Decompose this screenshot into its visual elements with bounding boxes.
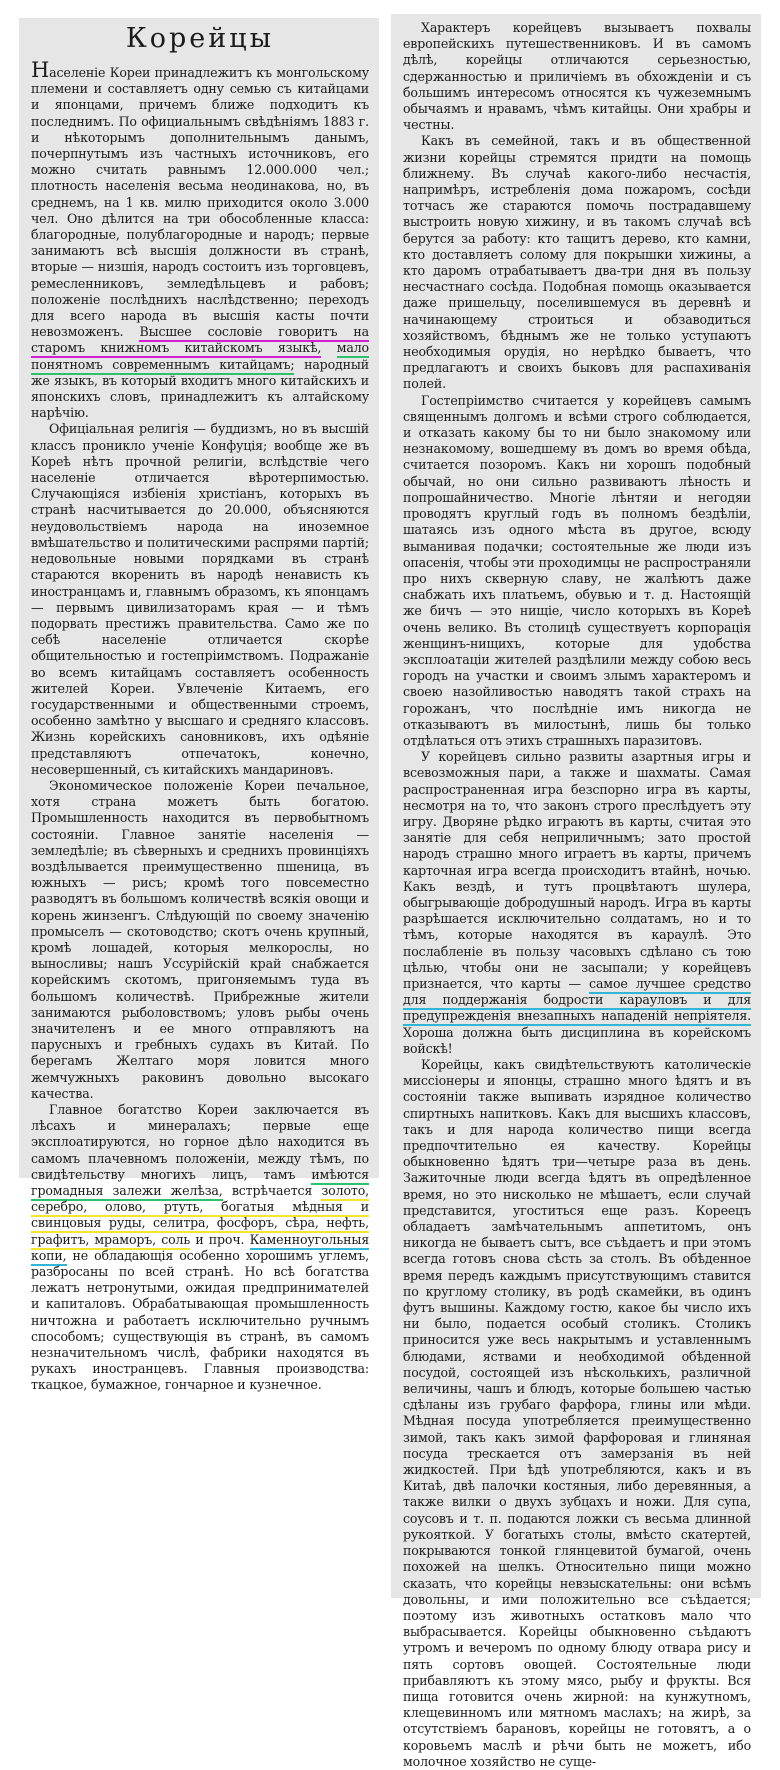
text-run: встрѣчается (231, 1183, 313, 1199)
left-column (19, 18, 379, 1393)
text-run: Главное богатство Кореи заключается въ лѣсахъ и минералахъ; первые еще эксплоатируются, но горное дѣло находится въ самомъ плачевномъ положеніи, между тѣмъ, по свидѣтельству многихъ лицъ, тамъ (31, 1102, 369, 1182)
article-title: Корейцы (125, 23, 275, 54)
highlight-magenta: Высшее сословіе говоритъ на старомъ книжномъ китайскомъ языкѣ, (31, 324, 369, 358)
text-run: и проч. (195, 1231, 245, 1247)
highlight-cyan: самое лучшее средство для поддержанія бодрости карауловъ и для предупрежденія внезапныхъ нападеній непріятеля. (403, 976, 751, 1026)
highlight-yellow: золото, серебро, олово, ртуть, богатыя мѣдныя и свинцовыя руды, селитра, фосфоръ, сѣра, нефть, графитъ, мраморъ, соль (31, 1183, 369, 1250)
paragraph: Корейцы, какъ свидѣтельствуютъ католическіе миссіонеры и японцы, страшно много ѣдятъ и въ состояніи также выпивать изрядное количество спиртныхъ напитковъ. Какъ для высшихъ классовъ, такъ и для народа количество пищи всегда предпочтительно ея качеству. Корейцы обыкновенно ѣдятъ три—четыре раза въ день. Зажиточные люди всегда ѣдятъ въ опредѣленное время, но это нисколько не мѣшаетъ, если случай представится, угоститься еще разъ. Кореецъ обладаетъ замѣчательнымъ аппетитомъ, онъ никогда не бываетъ сытъ, все съѣдаетъ и при этомъ всегда готовъ снова сѣсть за столъ. Въ обѣденное время передъ каждымъ присутствующимъ ставится по круглому столику, въ родѣ скамейки, въ одинъ футъ вышины. Каждому гостю, какое бы число ихъ ни было, подается особый столикъ. Столикъ приносится уже весь накрытымъ и уставленнымъ блюдами, яствами и необходимой обѣденной посудой, состоящей изъ нѣсколькихъ, различной величины, чашъ и блюдъ, которые большею частью сдѣланы изъ грубаго фарфора, глины или мѣди. Мѣдная посуда употребляется преимущественно зимой, такъ какъ зимой фарфоровая и глиняная посуда трескается отъ замерзанія въ ней жидкостей. При ѣдѣ употребляются, какъ и въ Китаѣ, двѣ палочки костяныя, либо деревянныя, а также вилки о двухъ зубцахъ и ножи. Для супа, соусовъ и т. п. подаются ложки съ весьма длинной рукояткой. У богатыхъ столы, вмѣсто скатертей, покрываются тонкой глянцевитой бумагой, очень похожей на шелкъ. Относительно пищи можно сказать, что корейцы невзыскательны: они всѣмъ довольны, и ими положительно все съѣдается; поэтому изъ животныхъ остатковъ мало что выбрасывается. Корейцы обыкновенно съѣдаютъ утромъ и вечеромъ по одному блюду отвара рису и пять сортовъ овощей. Состоятельные люди прибавляютъ къ этому мясо, рыбу и фрукты. Вся пища готовится очень жирной: на кунжутномъ, клещевинномъ или мятномъ маслахъ; на жирѣ, за отсутствіемъ барановъ, корейцы не готовятъ, а о коровьемъ маслѣ и рѣчи быть не можетъ, ибо молочное хозяйство не суще- (403, 1057, 751, 1769)
paragraph: Какъ въ семейной, такъ и въ общественной жизни корейцы стремятся придти на помощь ближнему. Въ случаѣ какого-либо несчастія, напримѣръ, истребленія дома пожаромъ, сосѣди тотчасъ же стараются помочь пострадавшему выстроить новую хижину, и въ такомъ случаѣ всѣ берутся за работу: кто тащитъ дерево, кто камни, кто доставляетъ солому для покрышки хижины, а кто даромъ отрабатываетъ два-три дня въ пользу несчастнаго сосѣда. Подобная помощь оказывается даже пришельцу, поселившемуся въ деревнѣ и начинающему строиться и обзаводиться хозяйствомъ, бѣднымъ же не только уступаютъ необходимыя орудія, но нерѣдко бываетъ, что предлагаютъ и своихъ быковъ для распахиванія полей. (403, 133, 751, 392)
paragraph (31, 58, 370, 421)
text-run: Хороша должна быть дисциплина въ корейскомъ войскѣ! (403, 1024, 751, 1056)
text-run: У корейцевъ сильно развиты азартныя игры и всевозможныя пари, а также и шахматы. Самая распространенная игра безспорно игра въ карты, несмотря на то, что законъ строго преслѣдуетъ эту игру. Дворяне рѣдко играютъ въ карты, считая это занятіе для себя неприличнымъ; зато простой народъ страшно много играетъ въ карты, причемъ карточная игра всегда происходитъ втайнѣ, ночью. Какъ вездѣ, и тутъ процвѣтаютъ шулера, обыгрывающіе добродушный народъ. Игра въ карты разрѣшается исключительно солдатамъ, но и то тѣмъ, которые находятся въ караулѣ. Это послабленіе въ пользу часовыхъ сдѣлано съ тою цѣлью, чтобы они не засыпали; у корейцевъ признается, что карты — (403, 749, 751, 991)
paragraph: Офиціальная религія — буддизмъ, но въ высшій классъ проникло ученіе Конфуція; вообще же въ Кореѣ нѣтъ прочной религіи, вслѣдствіе чего населеніе отличается вѣротерпимостью. Случающіяся избіенія христіанъ, которыхъ въ странѣ насчитывается до 20.000, объясняются неудовольствіемъ народа на иноземное вмѣшательство и политическими распрями партій; недовольные новыми порядками въ странѣ стараются вкоренить въ народѣ ненависть къ иностранцамъ и, главнымъ образомъ, къ японцамъ — первымъ цивилизаторамъ края — и тѣмъ подорвать престижъ правительства. Само же по себѣ населеніе отличается скорѣе общительностью и гостепріимствомъ. Подражаніе во всемъ китайцамъ составляетъ особенность жителей Кореи. Увлеченіе Китаемъ, его государственными и общественными строемъ, особенно замѣтно у высшаго и средняго классовъ. Жизнь корейскихъ сановниковъ, ихъ одѣяніе представляютъ отпечатокъ, конечно, несовершенный, съ китайскихъ мандариновъ. (31, 421, 369, 777)
text-run: не обладающія особенно хорошимъ углемъ, разбросаны по всей странѣ. Но всѣ богатства лежатъ нетронутыми, ожидая предпринимателей и капиталовъ. Обрабатывающая промышленность ничтожна и работаетъ исключительно ручнымъ способомъ; существующія въ странѣ, въ самомъ незначительномъ числѣ, фабрики находятся въ рукахъ иностранцевъ. Главныя производства: ткацкое, бумажное, гончарное и кузнечное. (31, 1247, 369, 1393)
highlight-cyan: Каменноугольныя копи, (31, 1232, 369, 1266)
highlight-green: мало понятномъ современнымъ китайцамъ; (31, 340, 369, 374)
paragraph (31, 1102, 369, 1394)
text-run: аселеніе Кореи принадлежитъ къ монгольскому племени и составляетъ одну семью съ китайцами и японцами, причемъ ближе подходитъ къ последнимъ. По официальнымъ свѣдѣніямъ 1883 г. и нѣкоторымъ дополнительнымъ данымъ, почерпнутымъ изъ частныхъ источниковъ, его можно считать равнымъ 12.000.000 чел.; плотность населенія весьма неодинакова, но, въ среднемъ, на 1 кв. милю приходится около 3.000 чел. Оно дѣлится на три обособленные класса: благородные, полублагородные и народъ; первые занимаютъ всѣ высшія должности въ странѣ, вторые — низшія, народъ состоитъ изъ торговцевъ, ремесленниковъ, земледѣльцевъ и рабовъ; положеніе послѣднихъ наслѣдственно; переходъ для всего народа въ высшія касты почти невозможенъ. (31, 65, 369, 340)
paragraph: Характеръ корейцевъ вызываетъ похвалы европейскихъ путешественниковъ. И въ самомъ дѣлѣ, корейцы отличаются серьезностью, сдержанностью и приличіемъ въ обхожденіи и съ большимъ интересомъ относятся къ чужеземнымъ обычаямъ и нравамъ, чѣмъ китайцы. Они храбры и честны. (403, 20, 751, 133)
text-run: народный же языкъ, въ который входитъ много китайскихъ и японскихъ словъ, принадлежитъ къ алтайскому нарѣчію. (31, 356, 369, 421)
paragraph (403, 749, 751, 1057)
paragraph: Экономическое положеніе Кореи печальное, хотя страна можетъ быть богатою. Промышленность находится въ первобытномъ состояніи. Главное занятіе населенія — земледѣліе; въ сѣверныхъ и среднихъ провинціяхъ воздѣлывается преимущественно пшеница, въ южныхъ — рисъ; кромѣ того повсеместно разводятъ въ большомъ количествѣ всякія овощи и корень жинзенгъ. Слѣдующій по своему значенію промыселъ — скотоводство; скотъ очень крупный, кромѣ лошадей, которыя мелкорослы, но выносливы; нашъ Уссурійскій край снабжается корейскимъ скотомъ, пригоняемымъ туда въ большомъ количествѣ. Прибрежные жители занимаются рыболовствомъ; уловъ рыбы очень значителенъ и ее много отправляютъ на парусныхъ и гребныхъ судахъ въ Китай. По берегамъ Желтаго моря ловится много жемчужныхъ раковинъ довольно высокаго качества. (31, 777, 369, 1101)
right-column (391, 14, 761, 1769)
highlight-green: имѣются громадныя залежи желѣза, (31, 1167, 369, 1201)
drop-cap: Н (31, 58, 50, 82)
paragraph: Гостепріимство считается у корейцевъ самымъ священнымъ долгомъ и всѣми строго соблюдается, и отказать какому бы то ни было знакомому или незнакомому, вошедшему въ домъ во время обѣда, считается позоромъ. Какъ ни хорошъ подобный обычай, но они сильно развиваютъ лѣность и попрошайничество. Многіе лѣнтяи и негодяи проводятъ круглый годъ въ полномъ бездѣліи, шатаясь изъ одного мѣста въ другое, всюду выманивая подачки; состоятельные же люди изъ опасенія, чтобы эти проходимцы не распространяли про нихъ скверную славу, не жалѣютъ даже снабжать ихъ платьемъ, обувью и т. д. Настоящій же бичъ — это нищіе, число которыхъ въ Кореѣ очень велико. Въ столицѣ существуетъ корпорація женщинъ-нищихъ, которые для удобства эксплоатаціи жителей раздѣлили между собою весь городъ на участки и своимъ злымъ характеромъ и своею назойливостью наводятъ такой страхъ на горожанъ, что послѣдніе имъ никогда не отказываютъ въ милостынѣ, лишь бы только отдѣлаться отъ этихъ страшныхъ паразитовъ. (403, 392, 751, 748)
